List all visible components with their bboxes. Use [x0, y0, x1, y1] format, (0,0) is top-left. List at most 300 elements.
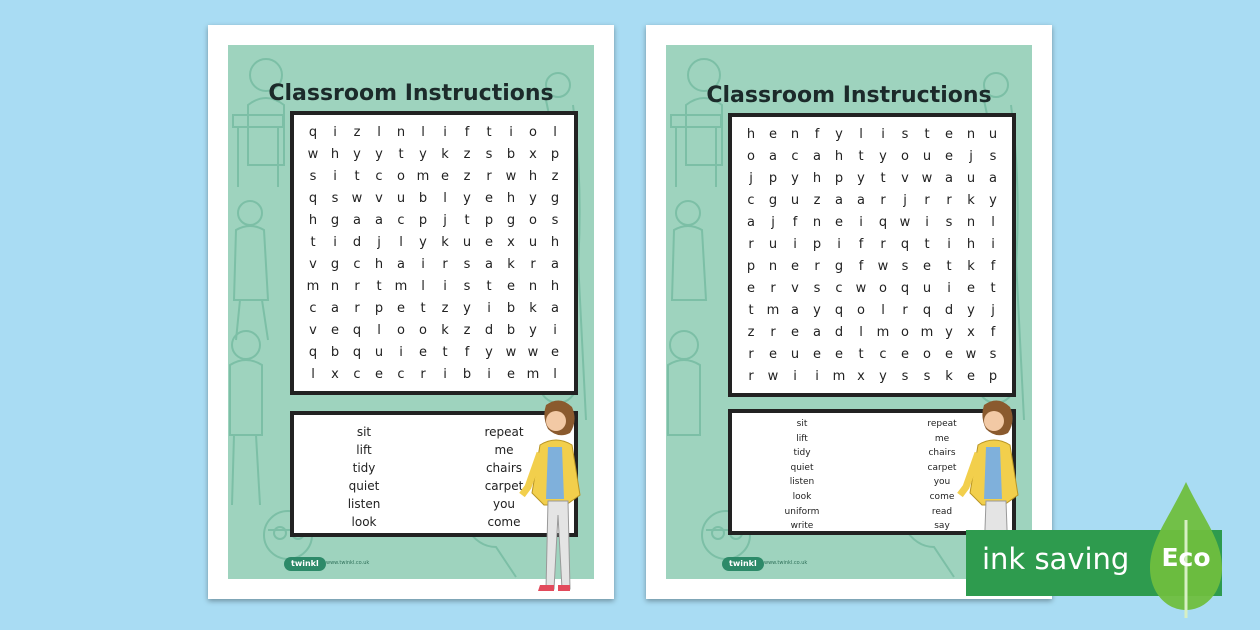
grid-letter: t — [486, 278, 492, 294]
grid-letter: c — [747, 192, 755, 208]
grid-letter: k — [967, 192, 975, 208]
grid-letter: a — [835, 192, 843, 208]
grid-letter: x — [529, 146, 537, 162]
grid-letter: w — [351, 190, 363, 206]
grid-letter: j — [771, 214, 775, 230]
worksheet-title: Classroom Instructions — [706, 83, 992, 108]
word-list-item: come — [487, 515, 521, 529]
grid-letter: y — [529, 322, 537, 338]
grid-letter: n — [812, 214, 822, 230]
grid-letter: w — [855, 280, 867, 296]
grid-letter: e — [923, 258, 931, 274]
grid-letter: o — [857, 302, 865, 318]
grid-letter: s — [463, 256, 471, 272]
word-list-left-column — [294, 423, 434, 529]
word-list-item: me — [494, 443, 514, 457]
grid-letter: k — [441, 234, 449, 250]
grid-letter: i — [793, 368, 797, 384]
grid-letter: s — [551, 212, 559, 228]
grid-letter: t — [398, 146, 404, 162]
grid-letter: d — [484, 322, 494, 338]
grid-letter: t — [748, 302, 754, 318]
grid-letter: s — [901, 258, 909, 274]
grid-letter: i — [421, 256, 425, 272]
grid-letter: w — [307, 146, 319, 162]
grid-letter: t — [442, 344, 448, 360]
grid-letter: a — [551, 300, 559, 316]
grid-letter: a — [813, 324, 821, 340]
grid-letter: y — [813, 302, 821, 318]
grid-letter: t — [310, 234, 316, 250]
grid-letter: h — [812, 170, 822, 186]
eco-label: Eco — [1161, 543, 1211, 572]
grid-letter: t — [858, 346, 864, 362]
grid-letter: t — [420, 300, 426, 316]
grid-letter: y — [375, 146, 383, 162]
grid-letter: z — [463, 146, 471, 162]
grid-letter: c — [397, 366, 405, 382]
grid-letter: j — [991, 302, 995, 318]
grid-letter: t — [486, 124, 492, 140]
grid-letter: c — [309, 300, 317, 316]
grid-letter: m — [306, 278, 320, 294]
grid-letter: o — [901, 148, 909, 164]
grid-letter: e — [441, 168, 449, 184]
grid-letter: h — [330, 146, 340, 162]
grid-letter: o — [923, 346, 931, 362]
grid-letter: y — [353, 146, 361, 162]
grid-letter: z — [551, 168, 559, 184]
grid-letter: q — [352, 344, 362, 360]
grid-letter: l — [991, 214, 995, 230]
grid-letter: n — [768, 258, 778, 274]
grid-letter: o — [397, 322, 405, 338]
grid-letter: s — [813, 280, 821, 296]
grid-letter: e — [945, 148, 953, 164]
word-list-item: chairs — [928, 448, 956, 459]
grid-letter: i — [443, 366, 447, 382]
grid-letter: e — [769, 346, 777, 362]
grid-letter: w — [505, 344, 517, 360]
grid-letter: k — [441, 146, 449, 162]
grid-letter: p — [374, 300, 384, 316]
grid-letter: z — [747, 324, 755, 340]
word-list-item: look — [792, 491, 812, 502]
grid-letter: r — [442, 256, 448, 272]
grid-letter: a — [945, 170, 953, 186]
grid-letter: n — [966, 126, 976, 142]
grid-letter: u — [374, 344, 384, 360]
grid-letter: q — [308, 124, 318, 140]
grid-letter: i — [815, 368, 819, 384]
word-search-grid — [728, 113, 1016, 397]
word-list-item: say — [934, 521, 950, 532]
website-url: www.twinkl.co.uk — [764, 560, 808, 566]
grid-letter: c — [375, 168, 383, 184]
grid-letter: a — [747, 214, 755, 230]
grid-letter: o — [419, 322, 427, 338]
grid-letter: u — [790, 346, 800, 362]
grid-letter: w — [877, 258, 889, 274]
grid-letter: x — [507, 234, 515, 250]
grid-letter: i — [333, 124, 337, 140]
grid-letter: t — [376, 278, 382, 294]
grid-letter: t — [946, 258, 952, 274]
grid-letter: g — [768, 192, 778, 208]
word-list-item: lift — [356, 443, 372, 457]
grid-letter: e — [769, 126, 777, 142]
grid-letter: j — [969, 148, 973, 164]
word-list-item: chairs — [485, 461, 523, 475]
ink-saving-text: ink saving — [982, 542, 1130, 576]
worksheet-preview-1 — [208, 25, 614, 599]
grid-letter: w — [767, 368, 779, 384]
grid-letter: y — [463, 300, 471, 316]
grid-letter: k — [507, 256, 515, 272]
grid-letter: a — [551, 256, 559, 272]
grid-letter: t — [990, 280, 996, 296]
grid-letter: m — [920, 324, 934, 340]
grid-letter: l — [443, 190, 447, 206]
grid-letter: h — [746, 126, 756, 142]
grid-letter: i — [553, 322, 557, 338]
grid-letter: f — [990, 258, 996, 274]
grid-letter: r — [354, 278, 360, 294]
grid-letter: n — [396, 124, 406, 140]
grid-letter: g — [506, 212, 516, 228]
word-list-item: write — [790, 521, 814, 532]
grid-letter: t — [354, 168, 360, 184]
grid-letter: i — [947, 236, 951, 252]
grid-letter: f — [464, 344, 470, 360]
grid-letter: m — [526, 366, 540, 382]
grid-letter: i — [333, 168, 337, 184]
word-list-left-column — [732, 417, 872, 532]
grid-letter: w — [965, 346, 977, 362]
word-search-grid — [290, 111, 578, 395]
grid-letter: q — [834, 302, 844, 318]
grid-letter: e — [835, 346, 843, 362]
grid-letter: r — [770, 324, 776, 340]
eco-leaf-icon — [1148, 480, 1224, 620]
word-list-item: listen — [789, 477, 815, 488]
grid-letter: p — [550, 146, 560, 162]
grid-letter: f — [858, 236, 864, 252]
grid-letter: y — [857, 170, 865, 186]
grid-letter: u — [768, 236, 778, 252]
grid-letter: i — [487, 300, 491, 316]
grid-letter: a — [791, 302, 799, 318]
grid-letter: t — [924, 126, 930, 142]
grid-letter: o — [529, 212, 537, 228]
grid-letter: u — [790, 192, 800, 208]
grid-letter: q — [308, 190, 318, 206]
grid-letter: f — [792, 214, 798, 230]
grid-letter: j — [377, 234, 381, 250]
twinkl-logo: twinkl — [284, 557, 326, 571]
grid-letter: b — [462, 366, 472, 382]
grid-letter: h — [506, 190, 516, 206]
grid-letter: g — [550, 190, 560, 206]
grid-letter: b — [506, 322, 516, 338]
grid-letter: p — [988, 368, 998, 384]
grid-letter: q — [878, 214, 888, 230]
word-list-item: quiet — [348, 479, 380, 493]
grid-letter: e — [375, 366, 383, 382]
grid-letter: l — [421, 278, 425, 294]
grid-letter: s — [989, 148, 997, 164]
grid-letter: z — [463, 168, 471, 184]
worksheet-title: Classroom Instructions — [268, 81, 554, 106]
word-list-item: come — [929, 491, 955, 502]
grid-letter: r — [880, 192, 886, 208]
grid-letter: p — [834, 170, 844, 186]
grid-letter: b — [506, 146, 516, 162]
grid-letter: z — [463, 322, 471, 338]
word-list-item: me — [934, 433, 950, 444]
grid-letter: e — [747, 280, 755, 296]
grid-letter: e — [485, 190, 493, 206]
word-list-item: sit — [356, 425, 372, 439]
grid-letter: a — [813, 148, 821, 164]
grid-letter: k — [945, 368, 953, 384]
grid-letter: h — [966, 236, 976, 252]
grid-letter: i — [487, 366, 491, 382]
grid-letter: e — [945, 346, 953, 362]
grid-letter: i — [991, 236, 995, 252]
grid-letter: y — [463, 190, 471, 206]
grid-letter: a — [989, 170, 997, 186]
grid-letter: o — [901, 324, 909, 340]
grid-letter: l — [377, 322, 381, 338]
grid-letter: e — [331, 322, 339, 338]
grid-letter: i — [837, 236, 841, 252]
grid-letter: e — [835, 214, 843, 230]
word-list-item: lift — [796, 433, 808, 444]
grid-letter: l — [859, 324, 863, 340]
grid-letter: q — [900, 280, 910, 296]
grid-letter: b — [330, 344, 340, 360]
grid-letter: m — [416, 168, 430, 184]
grid-letter: e — [813, 346, 821, 362]
grid-letter: r — [814, 258, 820, 274]
grid-letter: h — [528, 168, 538, 184]
grid-letter: r — [748, 368, 754, 384]
grid-letter: n — [528, 278, 538, 294]
grid-letter: c — [791, 148, 799, 164]
grid-letter: s — [463, 278, 471, 294]
grid-letter: a — [769, 148, 777, 164]
word-list-item: listen — [347, 497, 381, 511]
grid-letter: s — [309, 168, 317, 184]
word-list-item: look — [351, 515, 377, 529]
grid-letter: l — [421, 124, 425, 140]
grid-letter: h — [834, 148, 844, 164]
grid-letter: a — [397, 256, 405, 272]
grid-letter: e — [419, 344, 427, 360]
grid-letter: d — [944, 302, 954, 318]
student-illustration — [516, 397, 596, 597]
grid-letter: h — [550, 278, 560, 294]
grid-letter: p — [746, 258, 756, 274]
grid-letter: u — [922, 148, 932, 164]
grid-letter: l — [881, 302, 885, 318]
grid-letter: v — [309, 322, 317, 338]
grid-letter: t — [464, 212, 470, 228]
grid-letter: g — [834, 258, 844, 274]
grid-letter: y — [879, 368, 887, 384]
word-list-item: quiet — [790, 462, 814, 473]
grid-letter: z — [441, 300, 449, 316]
grid-letter: r — [748, 236, 754, 252]
grid-letter: m — [876, 324, 890, 340]
grid-letter: x — [331, 366, 339, 382]
grid-letter: s — [901, 126, 909, 142]
grid-letter: l — [553, 366, 557, 382]
grid-letter: l — [311, 366, 315, 382]
grid-letter: i — [333, 234, 337, 250]
grid-letter: r — [748, 346, 754, 362]
grid-letter: h — [550, 234, 560, 250]
grid-letter: y — [419, 234, 427, 250]
word-list-item: carpet — [484, 479, 524, 493]
grid-letter: y — [967, 302, 975, 318]
grid-letter: r — [486, 168, 492, 184]
grid-letter: b — [418, 190, 428, 206]
grid-letter: p — [484, 212, 494, 228]
grid-letter: w — [921, 170, 933, 186]
grid-letter: c — [397, 212, 405, 228]
grid-letter: e — [945, 126, 953, 142]
grid-letter: u — [462, 234, 472, 250]
grid-letter: h — [374, 256, 384, 272]
grid-letter: q — [352, 322, 362, 338]
word-list-item: uniform — [784, 506, 820, 517]
grid-letter: p — [418, 212, 428, 228]
grid-letter: r — [880, 236, 886, 252]
grid-letter: w — [505, 168, 517, 184]
word-list-item: repeat — [927, 419, 957, 429]
grid-letter: f — [814, 126, 820, 142]
grid-letter: y — [791, 170, 799, 186]
grid-letter: y — [989, 192, 997, 208]
grid-letter: q — [308, 344, 318, 360]
word-list-item: you — [492, 497, 516, 511]
grid-letter: k — [967, 258, 975, 274]
grid-letter: v — [791, 280, 799, 296]
grid-letter: j — [443, 212, 447, 228]
grid-letter: u — [922, 280, 932, 296]
grid-letter: r — [902, 302, 908, 318]
grid-letter: k — [441, 322, 449, 338]
grid-letter: c — [879, 346, 887, 362]
grid-letter: e — [967, 280, 975, 296]
grid-letter: i — [925, 214, 929, 230]
grid-letter: v — [901, 170, 909, 186]
grid-letter: r — [924, 192, 930, 208]
grid-letter: k — [529, 300, 537, 316]
word-list-item: carpet — [927, 462, 957, 473]
word-list-item: tidy — [793, 448, 811, 459]
word-list-item: you — [933, 477, 951, 488]
grid-letter: j — [903, 192, 907, 208]
word-list-item: repeat — [484, 425, 524, 439]
grid-letter: x — [857, 368, 865, 384]
grid-letter: y — [419, 146, 427, 162]
word-list-item: tidy — [352, 461, 376, 475]
grid-letter: l — [399, 234, 403, 250]
grid-letter: q — [900, 236, 910, 252]
grid-letter: r — [530, 256, 536, 272]
grid-letter: i — [509, 124, 513, 140]
grid-letter: y — [529, 190, 537, 206]
grid-letter: l — [377, 124, 381, 140]
grid-letter: s — [485, 146, 493, 162]
grid-letter: y — [879, 148, 887, 164]
grid-letter: a — [375, 212, 383, 228]
grid-letter: v — [375, 190, 383, 206]
grid-letter: v — [309, 256, 317, 272]
grid-letter: n — [330, 278, 340, 294]
grid-letter: o — [397, 168, 405, 184]
grid-letter: i — [443, 278, 447, 294]
grid-letter: r — [770, 280, 776, 296]
grid-letter: a — [857, 192, 865, 208]
website-url: www.twinkl.co.uk — [326, 560, 370, 566]
grid-letter: g — [330, 256, 340, 272]
grid-letter: h — [308, 212, 318, 228]
grid-letter: b — [506, 300, 516, 316]
grid-letter: i — [859, 214, 863, 230]
grid-letter: o — [879, 280, 887, 296]
grid-letter: n — [966, 214, 976, 230]
grid-letter: n — [790, 126, 800, 142]
grid-letter: s — [923, 368, 931, 384]
grid-letter: y — [945, 324, 953, 340]
grid-letter: r — [946, 192, 952, 208]
grid-letter: r — [420, 366, 426, 382]
grid-letter: l — [859, 126, 863, 142]
grid-letter: i — [947, 280, 951, 296]
grid-letter: e — [967, 368, 975, 384]
twinkl-logo: twinkl — [722, 557, 764, 571]
grid-letter: i — [399, 344, 403, 360]
grid-letter: p — [812, 236, 822, 252]
grid-letter: e — [397, 300, 405, 316]
word-list-item: sit — [796, 419, 808, 429]
grid-letter: y — [835, 126, 843, 142]
grid-letter: m — [832, 368, 846, 384]
grid-letter: s — [901, 368, 909, 384]
grid-letter: z — [353, 124, 361, 140]
grid-letter: f — [464, 124, 470, 140]
grid-letter: w — [899, 214, 911, 230]
grid-letter: f — [858, 258, 864, 274]
grid-letter: x — [967, 324, 975, 340]
grid-letter: u — [966, 170, 976, 186]
grid-letter: e — [901, 346, 909, 362]
grid-letter: u — [396, 190, 406, 206]
grid-letter: e — [507, 278, 515, 294]
grid-letter: d — [352, 234, 362, 250]
grid-letter: q — [922, 302, 932, 318]
grid-letter: j — [749, 170, 753, 186]
grid-letter: p — [768, 170, 778, 186]
grid-letter: z — [813, 192, 821, 208]
grid-letter: a — [353, 212, 361, 228]
grid-letter: e — [791, 258, 799, 274]
grid-letter: y — [485, 344, 493, 360]
